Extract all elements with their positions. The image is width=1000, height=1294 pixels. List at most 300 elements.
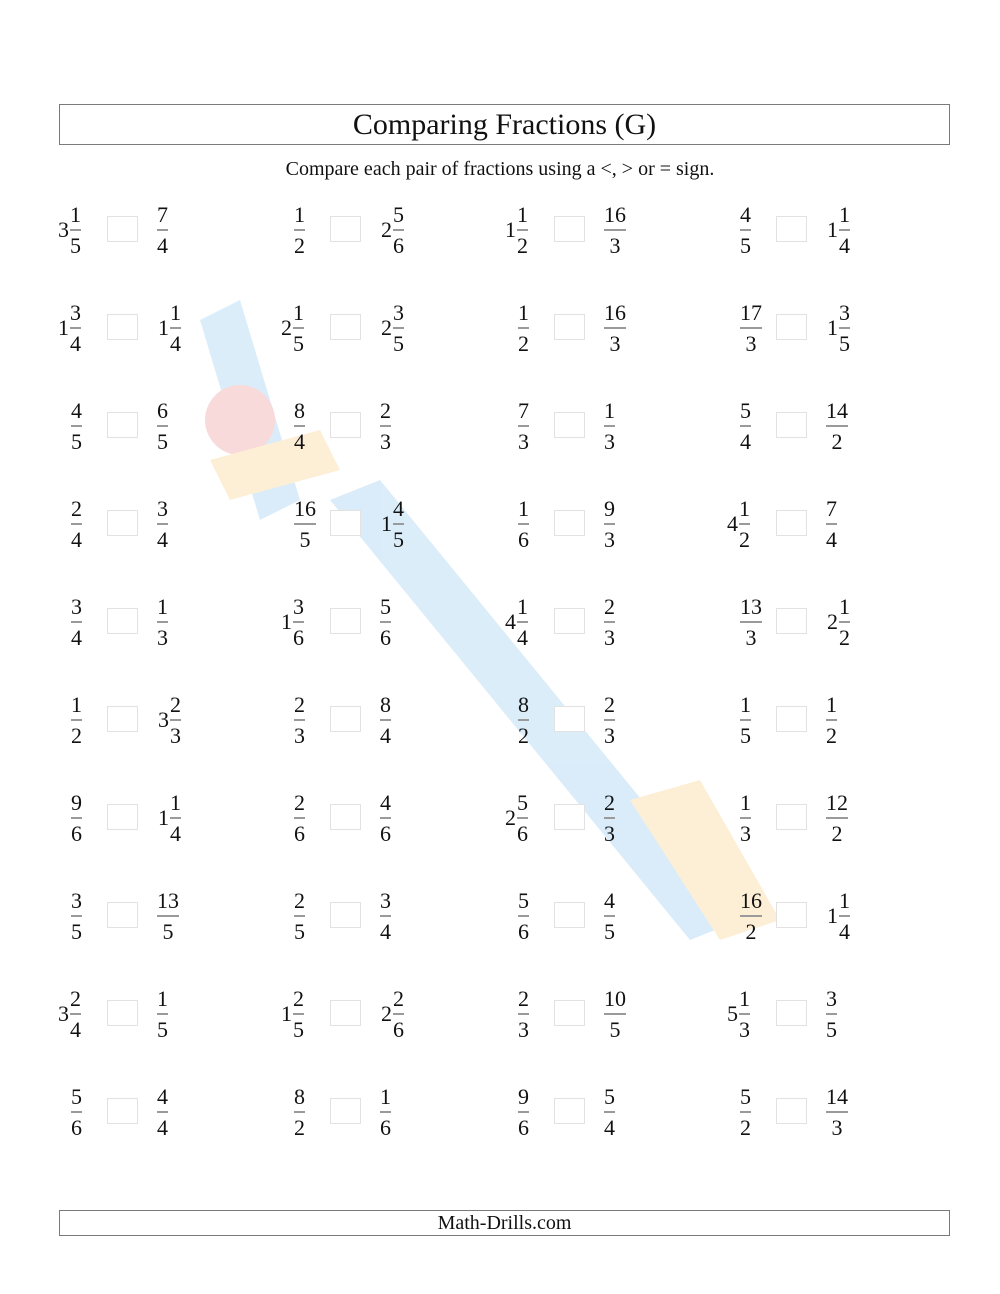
fraction	[826, 691, 837, 748]
problem-row	[0, 293, 1000, 363]
left-fraction	[727, 979, 750, 1049]
left-fraction	[505, 587, 528, 657]
whole-number: 1	[158, 315, 169, 340]
answer-box[interactable]	[107, 1098, 138, 1124]
fraction	[518, 887, 529, 944]
numerator: 5	[740, 397, 751, 423]
left-fraction	[517, 293, 529, 363]
fraction	[740, 691, 751, 748]
answer-box[interactable]	[330, 216, 361, 242]
numerator: 12	[826, 789, 848, 815]
problem-row	[0, 685, 1000, 755]
left-fraction	[739, 587, 762, 657]
comparison-problem	[281, 685, 491, 755]
answer-box[interactable]	[330, 412, 361, 438]
numerator: 16	[294, 495, 316, 521]
numerator: 1	[739, 495, 750, 521]
denominator: 2	[71, 722, 82, 748]
denominator: 5	[71, 428, 82, 454]
fraction	[826, 985, 837, 1042]
denominator: 6	[393, 1016, 404, 1042]
denominator: 3	[604, 722, 615, 748]
numerator: 1	[380, 1083, 391, 1109]
denominator: 4	[740, 428, 751, 454]
denominator: 3	[609, 330, 621, 356]
fraction	[518, 495, 529, 552]
denominator: 2	[745, 918, 757, 944]
answer-box[interactable]	[776, 314, 807, 340]
fraction	[157, 397, 168, 454]
answer-box[interactable]	[776, 1098, 807, 1124]
denominator: 5	[70, 232, 81, 258]
numerator: 1	[293, 299, 304, 325]
denominator: 6	[380, 624, 391, 650]
numerator: 3	[157, 495, 168, 521]
fraction	[518, 397, 529, 454]
fraction	[293, 985, 304, 1042]
answer-box[interactable]	[554, 608, 585, 634]
left-fraction	[517, 979, 529, 1049]
denominator: 5	[157, 1016, 168, 1042]
fraction	[740, 1083, 751, 1140]
numerator: 2	[380, 397, 391, 423]
problem-row	[0, 881, 1000, 951]
numerator: 1	[739, 985, 750, 1011]
fraction	[157, 593, 168, 650]
numerator: 1	[839, 201, 850, 227]
numerator: 3	[71, 593, 82, 619]
numerator: 3	[293, 593, 304, 619]
denominator: 4	[380, 918, 391, 944]
worksheet-title: Comparing Fractions (G)	[59, 104, 950, 145]
denominator: 3	[739, 1016, 750, 1042]
numerator: 4	[604, 887, 615, 913]
denominator: 6	[380, 1114, 391, 1140]
answer-box[interactable]	[554, 1098, 585, 1124]
left-fraction	[70, 1077, 82, 1147]
numerator: 5	[380, 593, 391, 619]
denominator: 3	[518, 1016, 529, 1042]
left-fraction	[293, 391, 305, 461]
denominator: 2	[831, 428, 843, 454]
right-fraction	[825, 783, 848, 853]
numerator: 1	[839, 887, 850, 913]
comparison-problem	[58, 293, 268, 363]
numerator: 8	[518, 691, 529, 717]
numerator: 10	[604, 985, 626, 1011]
whole-number: 2	[381, 1001, 392, 1026]
denominator: 6	[71, 820, 82, 846]
answer-box[interactable]	[776, 608, 807, 634]
comparison-problem	[58, 195, 268, 265]
numerator: 4	[380, 789, 391, 815]
instructions: Compare each pair of fractions using a <, > or = sign.	[285, 158, 715, 180]
fraction	[71, 397, 82, 454]
numerator: 2	[293, 985, 304, 1011]
answer-box[interactable]	[107, 314, 138, 340]
left-fraction	[70, 587, 82, 657]
fraction	[393, 299, 404, 356]
comparison-problem	[281, 783, 491, 853]
denominator: 4	[157, 232, 168, 258]
denominator: 3	[745, 624, 757, 650]
comparison-problem	[58, 979, 268, 1049]
comparison-problem	[58, 1077, 268, 1147]
fraction	[170, 691, 181, 748]
answer-box[interactable]	[330, 608, 361, 634]
answer-box[interactable]	[554, 510, 585, 536]
numerator: 4	[71, 397, 82, 423]
answer-box[interactable]	[330, 1098, 361, 1124]
numerator: 2	[71, 495, 82, 521]
fraction	[294, 789, 305, 846]
fraction	[740, 887, 762, 944]
fraction	[839, 593, 850, 650]
right-fraction	[827, 881, 850, 951]
right-fraction	[379, 881, 391, 951]
fraction	[294, 397, 305, 454]
denominator: 6	[518, 526, 529, 552]
right-fraction	[381, 979, 404, 1049]
denominator: 5	[393, 330, 404, 356]
comparison-problem	[281, 979, 491, 1049]
numerator: 7	[826, 495, 837, 521]
fraction	[157, 495, 168, 552]
comparison-problem	[58, 391, 268, 461]
numerator: 1	[157, 593, 168, 619]
fraction	[380, 1083, 391, 1140]
denominator: 6	[518, 918, 529, 944]
denominator: 5	[299, 526, 311, 552]
fraction	[393, 495, 404, 552]
numerator: 7	[518, 397, 529, 423]
left-fraction	[739, 391, 751, 461]
answer-box[interactable]	[776, 510, 807, 536]
numerator: 14	[826, 1083, 848, 1109]
denominator: 5	[604, 918, 615, 944]
right-fraction	[379, 1077, 391, 1147]
comparison-problem	[58, 783, 268, 853]
numerator: 13	[157, 887, 179, 913]
right-fraction	[379, 783, 391, 853]
numerator: 3	[70, 299, 81, 325]
answer-box[interactable]	[107, 804, 138, 830]
denominator: 4	[839, 232, 850, 258]
answer-box[interactable]	[776, 804, 807, 830]
left-fraction	[281, 587, 304, 657]
fraction	[170, 789, 181, 846]
fraction	[517, 593, 528, 650]
numerator: 7	[157, 201, 168, 227]
denominator: 6	[517, 820, 528, 846]
answer-box[interactable]	[107, 706, 138, 732]
left-fraction	[293, 685, 305, 755]
whole-number: 5	[727, 1001, 738, 1026]
fraction	[380, 887, 391, 944]
fraction	[839, 201, 850, 258]
left-fraction	[517, 881, 529, 951]
numerator: 3	[839, 299, 850, 325]
numerator: 1	[517, 593, 528, 619]
denominator: 2	[294, 232, 305, 258]
problem-row	[0, 979, 1000, 1049]
fraction	[70, 299, 81, 356]
answer-box[interactable]	[554, 902, 585, 928]
numerator: 1	[518, 495, 529, 521]
comparison-problem	[727, 685, 937, 755]
fraction	[839, 887, 850, 944]
answer-box[interactable]	[776, 412, 807, 438]
comparison-problem	[727, 1077, 937, 1147]
numerator: 5	[740, 1083, 751, 1109]
numerator: 1	[70, 201, 81, 227]
denominator: 5	[740, 722, 751, 748]
answer-box[interactable]	[776, 902, 807, 928]
denominator: 4	[604, 1114, 615, 1140]
answer-box[interactable]	[330, 902, 361, 928]
right-fraction	[156, 979, 168, 1049]
left-fraction	[58, 195, 81, 265]
comparison-problem	[727, 195, 937, 265]
numerator: 2	[604, 593, 615, 619]
denominator: 5	[740, 232, 751, 258]
fraction	[380, 691, 391, 748]
numerator: 1	[740, 691, 751, 717]
answer-box[interactable]	[776, 216, 807, 242]
denominator: 6	[393, 232, 404, 258]
fraction	[294, 691, 305, 748]
answer-box[interactable]	[107, 412, 138, 438]
problem-row	[0, 1077, 1000, 1147]
problem-row	[0, 783, 1000, 853]
answer-box[interactable]	[107, 510, 138, 536]
fraction	[170, 299, 181, 356]
numerator: 16	[604, 201, 626, 227]
answer-box[interactable]	[554, 1000, 585, 1026]
comparison-problem	[281, 587, 491, 657]
answer-box[interactable]	[554, 804, 585, 830]
denominator: 5	[839, 330, 850, 356]
numerator: 9	[518, 1083, 529, 1109]
denominator: 4	[170, 820, 181, 846]
answer-box[interactable]	[107, 902, 138, 928]
right-fraction	[156, 881, 179, 951]
left-fraction	[739, 881, 762, 951]
denominator: 2	[839, 624, 850, 650]
numerator: 1	[157, 985, 168, 1011]
fraction	[70, 985, 81, 1042]
answer-box[interactable]	[107, 608, 138, 634]
denominator: 6	[518, 1114, 529, 1140]
whole-number: 4	[505, 609, 516, 634]
answer-box[interactable]	[330, 1000, 361, 1026]
whole-number: 3	[158, 707, 169, 732]
comparison-problem	[505, 293, 715, 363]
right-fraction	[603, 783, 615, 853]
comparison-problem	[281, 489, 491, 559]
whole-number: 1	[827, 315, 838, 340]
right-fraction	[379, 391, 391, 461]
denominator: 4	[70, 330, 81, 356]
fraction	[826, 397, 848, 454]
fraction	[71, 789, 82, 846]
fraction	[604, 691, 615, 748]
left-fraction	[281, 979, 304, 1049]
comparison-problem	[281, 1077, 491, 1147]
numerator: 1	[740, 789, 751, 815]
whole-number: 1	[381, 511, 392, 536]
numerator: 4	[393, 495, 404, 521]
right-fraction	[381, 489, 404, 559]
denominator: 3	[380, 428, 391, 454]
denominator: 6	[293, 624, 304, 650]
comparison-problem	[58, 489, 268, 559]
denominator: 5	[293, 330, 304, 356]
left-fraction	[293, 881, 305, 951]
fraction	[517, 201, 528, 258]
right-fraction	[603, 979, 626, 1049]
numerator: 1	[604, 397, 615, 423]
comparison-problem	[281, 391, 491, 461]
denominator: 4	[71, 526, 82, 552]
fraction	[826, 789, 848, 846]
answer-box[interactable]	[330, 510, 361, 536]
answer-box[interactable]	[776, 706, 807, 732]
fraction	[604, 495, 615, 552]
denominator: 2	[739, 526, 750, 552]
numerator: 1	[294, 201, 305, 227]
answer-box[interactable]	[330, 706, 361, 732]
right-fraction	[825, 1077, 848, 1147]
answer-box[interactable]	[776, 1000, 807, 1026]
numerator: 1	[517, 201, 528, 227]
numerator: 2	[70, 985, 81, 1011]
denominator: 5	[393, 526, 404, 552]
denominator: 4	[839, 918, 850, 944]
comparison-problem	[505, 979, 715, 1049]
fraction	[604, 887, 615, 944]
left-fraction	[517, 391, 529, 461]
whole-number: 1	[58, 315, 69, 340]
comparison-problem	[58, 685, 268, 755]
right-fraction	[379, 587, 391, 657]
whole-number: 1	[158, 805, 169, 830]
right-fraction	[381, 293, 404, 363]
whole-number: 3	[58, 1001, 69, 1026]
fraction	[380, 789, 391, 846]
denominator: 3	[740, 820, 751, 846]
answer-box[interactable]	[554, 412, 585, 438]
numerator: 1	[826, 691, 837, 717]
numerator: 16	[740, 887, 762, 913]
fraction	[70, 201, 81, 258]
right-fraction	[827, 195, 850, 265]
fraction	[740, 201, 751, 258]
answer-box[interactable]	[330, 804, 361, 830]
left-fraction	[293, 195, 305, 265]
answer-box[interactable]	[554, 314, 585, 340]
answer-box[interactable]	[107, 216, 138, 242]
denominator: 2	[831, 820, 843, 846]
right-fraction	[156, 391, 168, 461]
right-fraction	[827, 587, 850, 657]
problem-row	[0, 391, 1000, 461]
whole-number: 1	[827, 903, 838, 928]
right-fraction	[825, 391, 848, 461]
fraction	[604, 201, 626, 258]
numerator: 16	[604, 299, 626, 325]
denominator: 4	[71, 624, 82, 650]
numerator: 14	[826, 397, 848, 423]
left-fraction	[517, 685, 529, 755]
comparison-problem	[58, 881, 268, 951]
fraction	[740, 397, 751, 454]
numerator: 1	[518, 299, 529, 325]
left-fraction	[517, 489, 529, 559]
answer-box[interactable]	[330, 314, 361, 340]
denominator: 3	[609, 232, 621, 258]
right-fraction	[825, 979, 837, 1049]
fraction	[518, 985, 529, 1042]
left-fraction	[281, 293, 304, 363]
whole-number: 2	[827, 609, 838, 634]
denominator: 3	[157, 624, 168, 650]
answer-box[interactable]	[554, 216, 585, 242]
fraction	[740, 593, 762, 650]
left-fraction	[70, 881, 82, 951]
whole-number: 1	[281, 609, 292, 634]
comparison-problem	[281, 881, 491, 951]
answer-box[interactable]	[107, 1000, 138, 1026]
answer-box[interactable]	[554, 706, 585, 732]
right-fraction	[156, 195, 168, 265]
denominator: 4	[157, 526, 168, 552]
fraction	[604, 985, 626, 1042]
numerator: 1	[71, 691, 82, 717]
fraction	[71, 691, 82, 748]
fraction	[839, 299, 850, 356]
numerator: 2	[294, 789, 305, 815]
left-fraction	[293, 1077, 305, 1147]
fraction	[157, 985, 168, 1042]
right-fraction	[158, 293, 181, 363]
numerator: 1	[839, 593, 850, 619]
denominator: 5	[293, 1016, 304, 1042]
numerator: 9	[71, 789, 82, 815]
numerator: 5	[604, 1083, 615, 1109]
whole-number: 1	[281, 1001, 292, 1026]
denominator: 6	[294, 820, 305, 846]
numerator: 3	[71, 887, 82, 913]
denominator: 5	[294, 918, 305, 944]
comparison-problem	[281, 195, 491, 265]
numerator: 5	[71, 1083, 82, 1109]
fraction	[518, 1083, 529, 1140]
comparison-problem	[505, 783, 715, 853]
fraction	[294, 887, 305, 944]
fraction	[294, 201, 305, 258]
numerator: 2	[170, 691, 181, 717]
right-fraction	[158, 685, 181, 755]
right-fraction	[603, 293, 626, 363]
fraction	[393, 201, 404, 258]
denominator: 4	[517, 624, 528, 650]
denominator: 5	[157, 428, 168, 454]
fraction	[740, 299, 762, 356]
whole-number: 2	[381, 315, 392, 340]
comparison-problem	[727, 489, 937, 559]
denominator: 3	[604, 428, 615, 454]
